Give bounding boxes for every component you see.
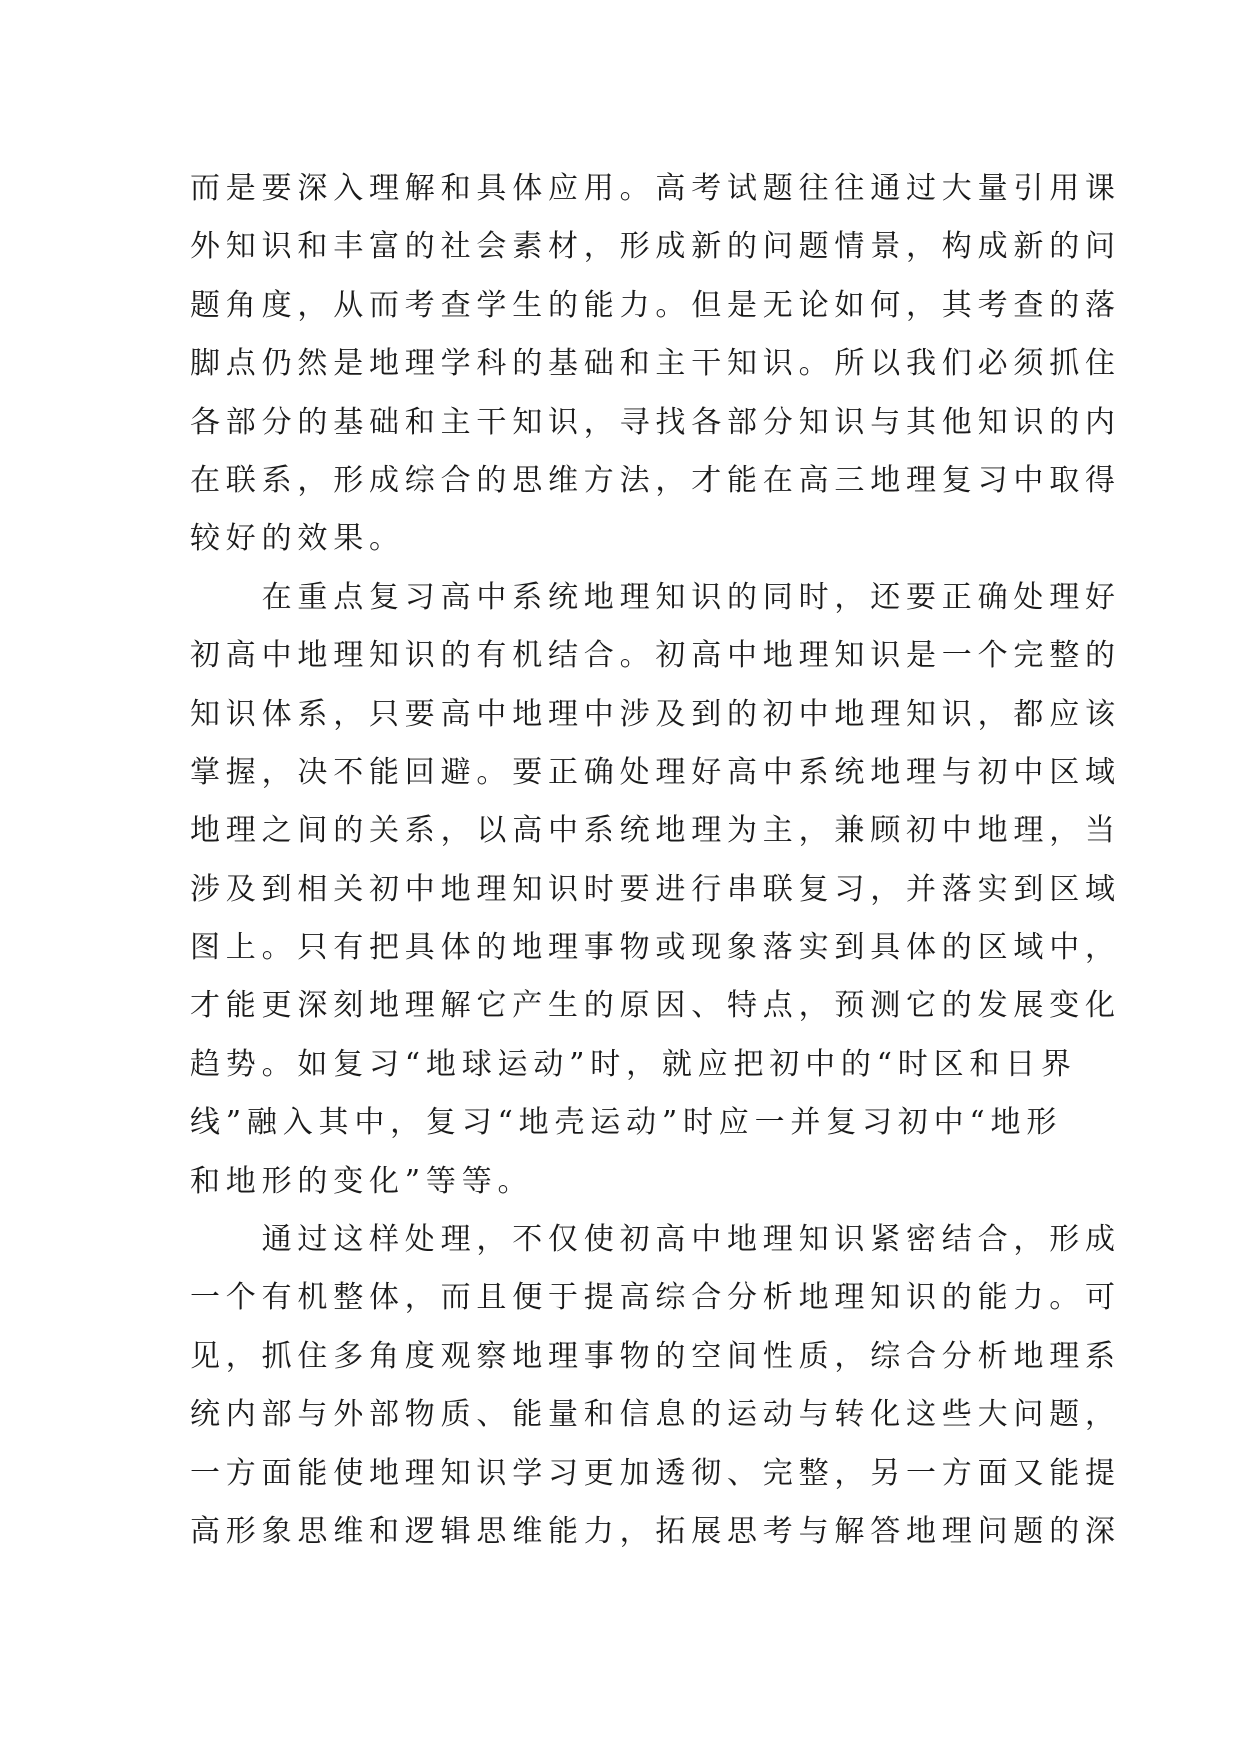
text-line: 而是要深入理解和具体应用。高考试题往往通过大量引用课 (190, 171, 1121, 206)
text-line: 一方面能使地理知识学习更加透彻、完整，另一方面又能提 (190, 1455, 1121, 1491)
text-line: 图上。只有把具体的地理事物或现象落实到具体的区域中， (190, 930, 1121, 966)
text-line: 地理之间的关系，以高中系统地理为主，兼顾初中地理，当 (190, 813, 1121, 849)
text-line: 外知识和丰富的社会素材，形成新的问题情景，构成新的问 (190, 229, 1121, 265)
text-line: 趋势。如复习“地球运动”时，就应把初中的“时区和日界 (190, 1046, 1077, 1082)
text-line: 各部分的基础和主干知识，寻找各部分知识与其他知识的内 (190, 404, 1121, 440)
document-body-text (190, 160, 1121, 1561)
text-line: 较好的效果。 (190, 521, 405, 557)
text-line: 见，抓住多角度观察地理事物的空间性质，综合分析地理系 (190, 1338, 1121, 1374)
text-line: 通过这样处理，不仅使初高中地理知识紧密结合，形成 (190, 1222, 1121, 1258)
text-line: 一个有机整体，而且便于提高综合分析地理知识的能力。可 (190, 1280, 1121, 1316)
text-line: 掌握，决不能回避。要正确处理好高中系统地理与初中区域 (190, 754, 1121, 790)
text-line: 知识体系，只要高中地理中涉及到的初中地理知识，都应该 (190, 696, 1121, 732)
text-line: 脚点仍然是地理学科的基础和主干知识。所以我们必须抓住 (190, 346, 1121, 382)
text-line: 才能更深刻地理解它产生的原因、特点，预测它的发展变化 (190, 988, 1121, 1024)
text-line: 线”融入其中，复习“地壳运动”时应一并复习初中“地形 (190, 1105, 1063, 1141)
text-line: 统内部与外部物质、能量和信息的运动与转化这些大问题， (190, 1397, 1121, 1433)
text-line: 高形象思维和逻辑思维能力，拓展思考与解答地理问题的深 (190, 1513, 1121, 1549)
text-line: 和地形的变化”等等。 (190, 1163, 534, 1199)
text-line: 在联系，形成综合的思维方法，才能在高三地理复习中取得 (190, 462, 1121, 498)
text-line: 题角度，从而考查学生的能力。但是无论如何，其考查的落 (190, 287, 1121, 323)
text-line: 在重点复习高中系统地理知识的同时，还要正确处理好 (190, 579, 1121, 615)
text-line: 初高中地理知识的有机结合。初高中地理知识是一个完整的 (190, 638, 1121, 674)
text-line: 涉及到相关初中地理知识时要进行串联复习，并落实到区域 (190, 871, 1121, 907)
